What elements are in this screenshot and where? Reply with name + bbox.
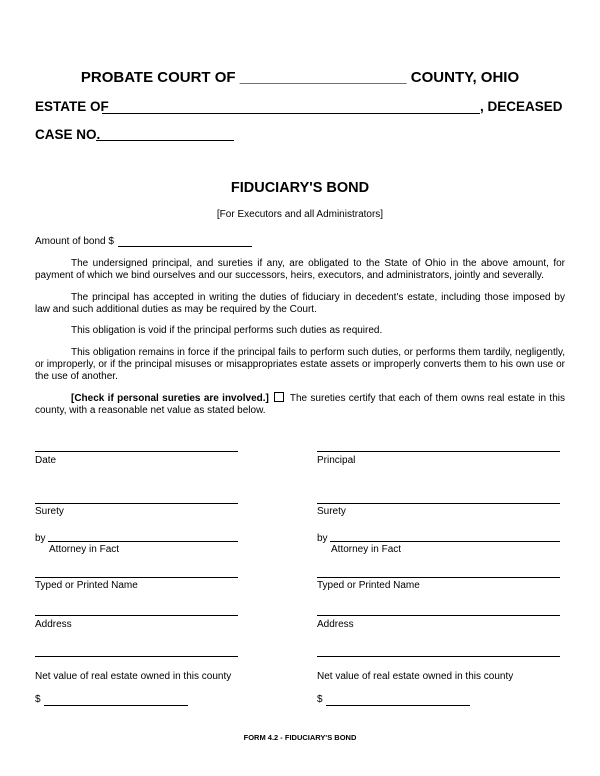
- paragraph-void: This obligation is void if the principal performs such duties as required.: [71, 325, 383, 336]
- surety-2-line[interactable]: [317, 503, 560, 504]
- date-label: Date: [35, 455, 57, 466]
- attorney-1-line[interactable]: [48, 541, 238, 542]
- principal-label: Principal: [317, 455, 356, 466]
- dollar-1-line[interactable]: [44, 705, 188, 706]
- address-1-line[interactable]: [35, 615, 238, 616]
- paragraph-in-force: This obligation remains in force if the principal fails to perform such duties, or performs them tardily, negligently, or improperly, or if the principal misuses or misappropriates estate assets or improperly converts them to his own use or the use of another.: [35, 347, 565, 382]
- net-value-1-line[interactable]: [35, 656, 238, 657]
- by-1-label: by: [35, 533, 46, 544]
- typed-name-1-label: Typed or Printed Name: [35, 580, 138, 591]
- date-line[interactable]: [35, 451, 238, 452]
- sureties-text: The sureties certify that each of them owns real estate in this county, with a reasonable net value as stated below.: [35, 393, 565, 416]
- address-2-line[interactable]: [317, 615, 560, 616]
- surety-1-line[interactable]: [35, 503, 238, 504]
- attorney-2-line[interactable]: [330, 541, 560, 542]
- form-footer: FORM 4.2 - FIDUCIARY'S BOND: [243, 733, 357, 742]
- address-2-label: Address: [317, 619, 354, 630]
- attorney-2-label: Attorney in Fact: [331, 544, 402, 555]
- amount-line[interactable]: [118, 246, 252, 247]
- paragraph-sureties: [35, 392, 565, 417]
- case-no-line[interactable]: [96, 140, 234, 141]
- amount-label: Amount of bond $: [35, 236, 114, 247]
- net-value-2-label: Net value of real estate owned in this county: [317, 671, 514, 682]
- typed-name-2-label: Typed or Printed Name: [317, 580, 420, 591]
- dollar-2-label: $: [317, 694, 323, 705]
- typed-name-2-line[interactable]: [317, 577, 560, 578]
- by-2-label: by: [317, 533, 328, 544]
- surety-2-label: Surety: [317, 506, 346, 517]
- attorney-1-label: Attorney in Fact: [49, 544, 120, 555]
- court-heading: PROBATE COURT OF ____________________ COUNTY, OHIO: [80, 69, 520, 86]
- typed-name-1-line[interactable]: [35, 577, 238, 578]
- dollar-2-line[interactable]: [326, 705, 470, 706]
- case-no-label: CASE NO.: [35, 127, 101, 142]
- estate-name-line[interactable]: [102, 113, 480, 114]
- sureties-checkbox[interactable]: [274, 392, 284, 402]
- paragraph-duties: The principal has accepted in writing the duties of fiduciary in decedent's estate, including those imposed by law and such additional duties as may be required by the Court.: [35, 292, 565, 315]
- net-value-1-label: Net value of real estate owned in this county: [35, 671, 232, 682]
- paragraph-obligation: The undersigned principal, and sureties if any, are obligated to the State of Ohio in the above amount, for payment of which we bind ourselves and our successors, heirs, executors, and administrators, jointly and severally.: [35, 258, 565, 281]
- form-subtitle: [For Executors and all Administrators]: [216, 209, 384, 220]
- deceased-label: , DECEASED: [480, 99, 563, 114]
- net-value-2-line[interactable]: [317, 656, 560, 657]
- form-title: FIDUCIARY'S BOND: [230, 180, 370, 196]
- surety-1-label: Surety: [35, 506, 64, 517]
- sureties-check-label: [Check if personal sureties are involved.]: [71, 393, 269, 404]
- estate-of-label: ESTATE OF: [35, 99, 109, 114]
- address-1-label: Address: [35, 619, 72, 630]
- dollar-1-label: $: [35, 694, 41, 705]
- principal-line[interactable]: [317, 451, 560, 452]
